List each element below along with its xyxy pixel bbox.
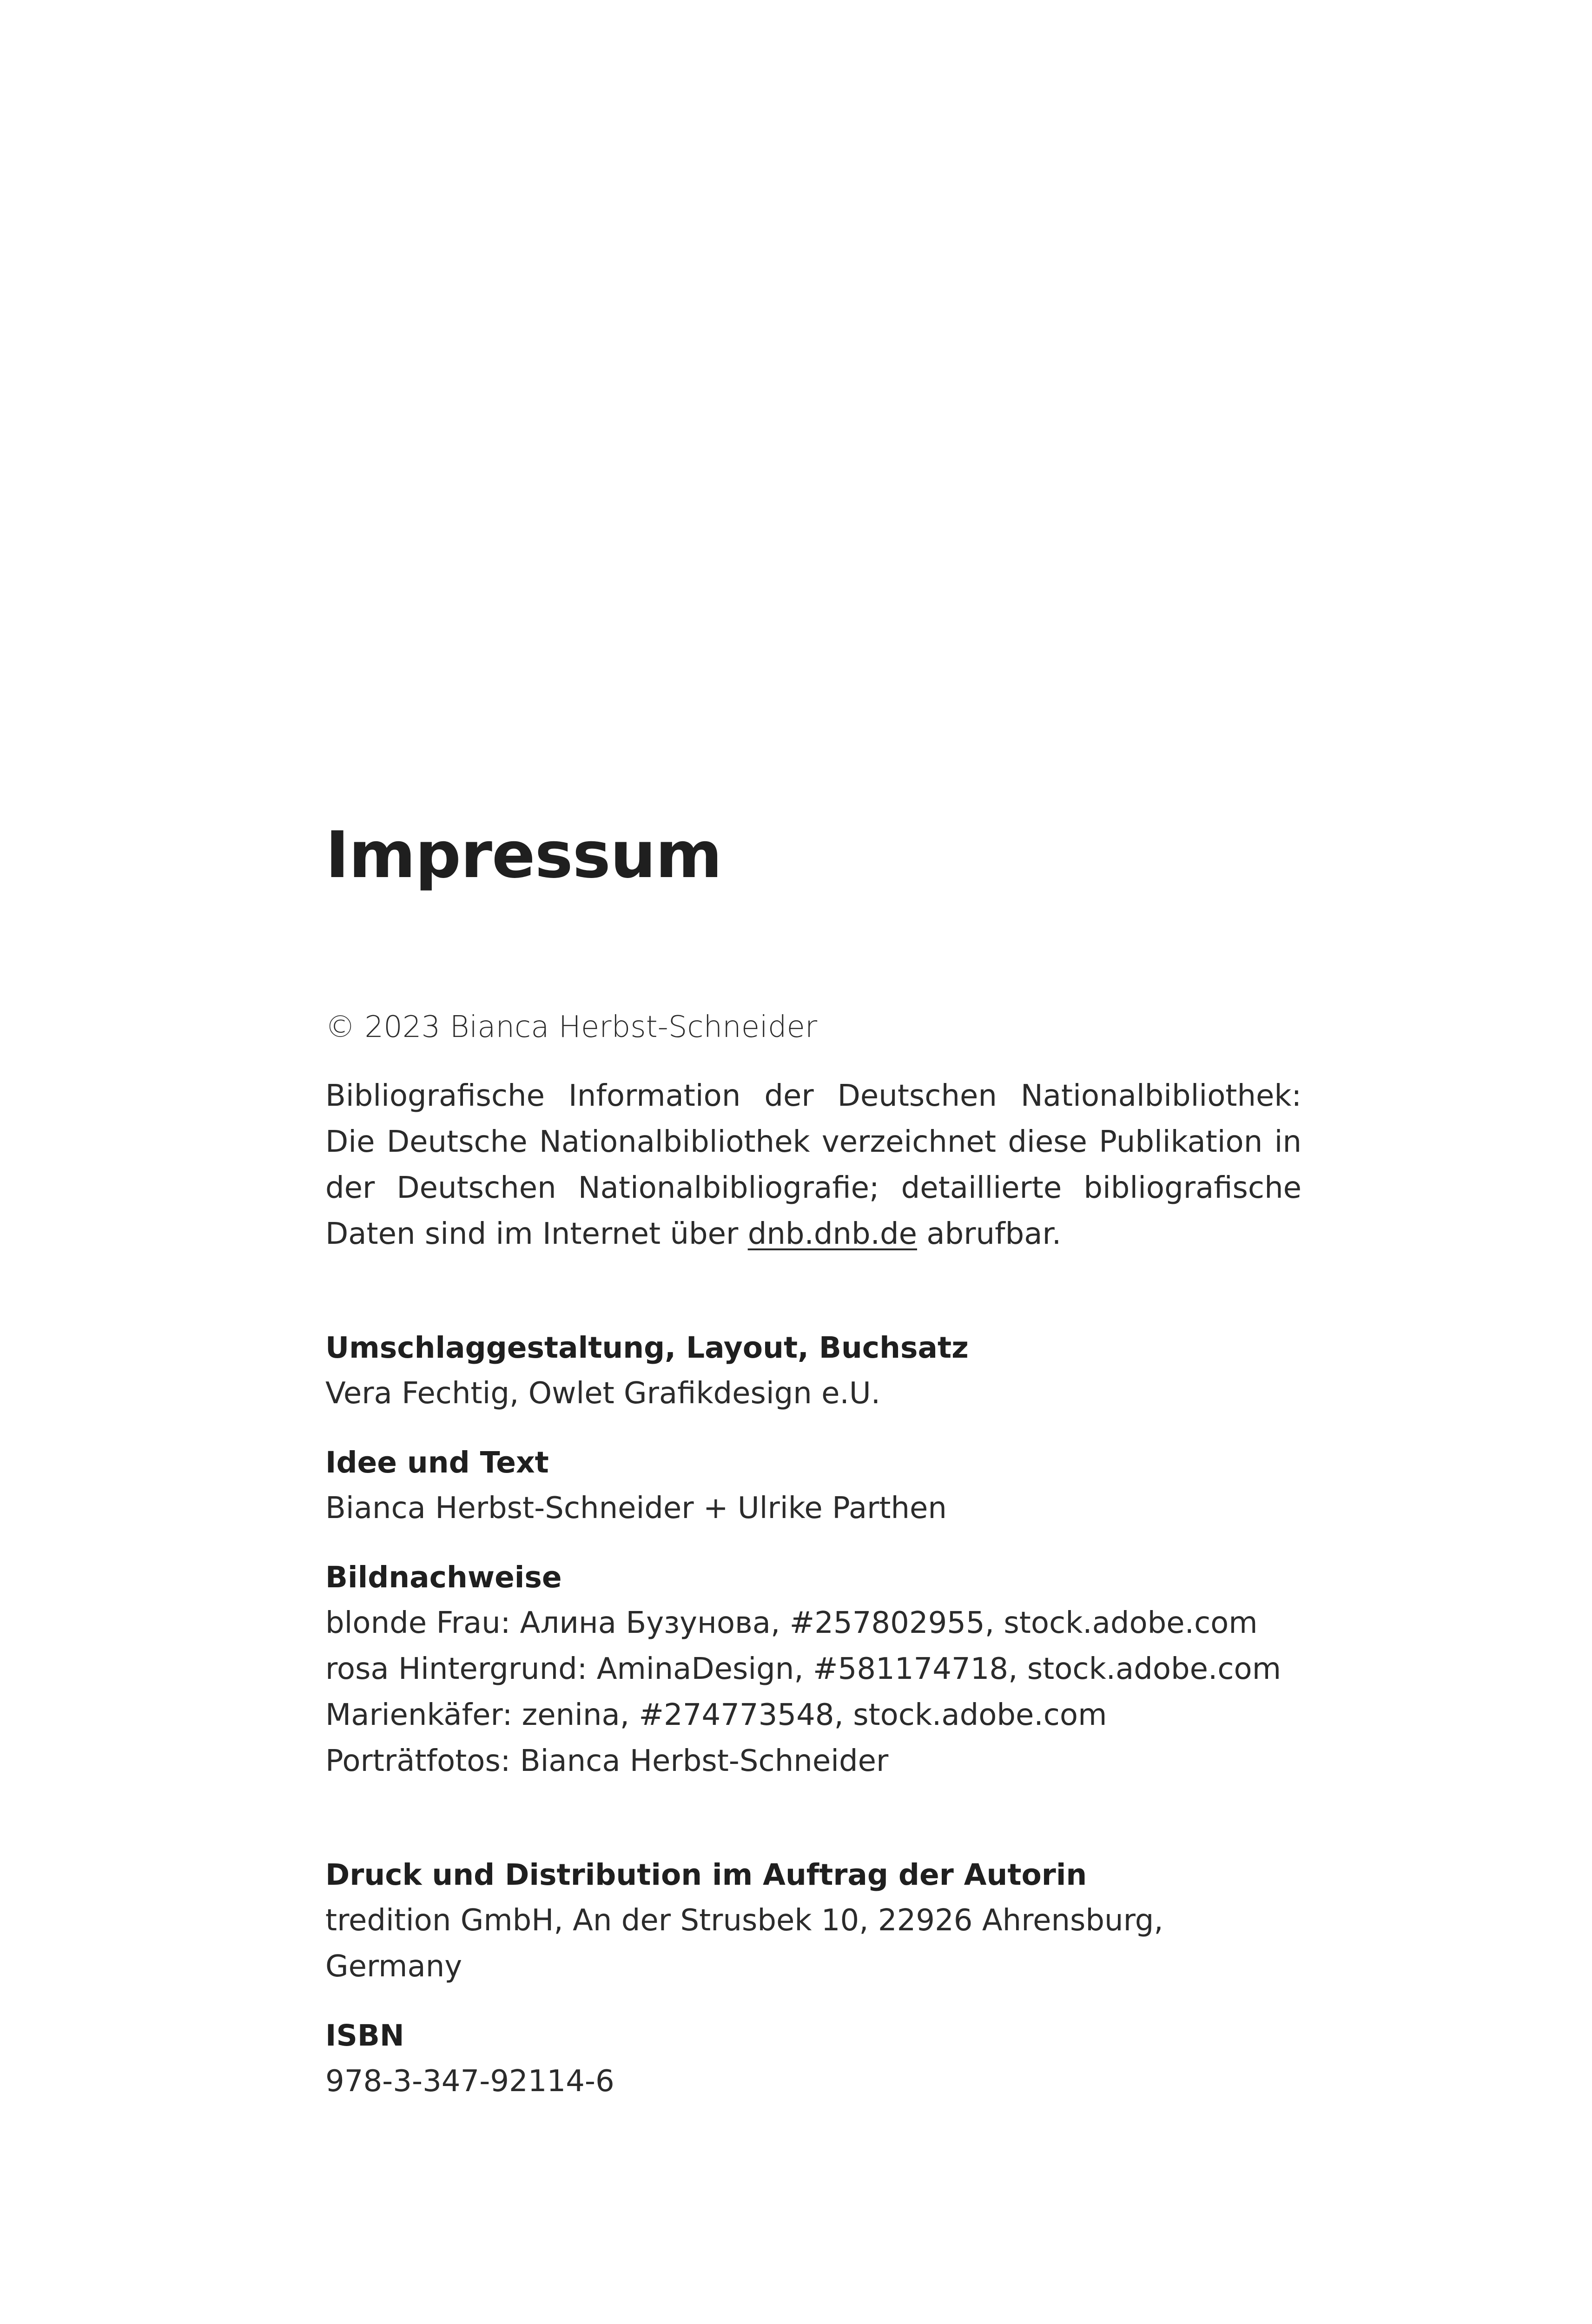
- credit-section-images: [325, 1554, 1301, 1784]
- bibliographic-info: [325, 1073, 1301, 1257]
- isbn-number: 978-3-347-92114-6: [325, 2064, 614, 2099]
- credit-line: Vera Fechtig, Owlet Grafikdesign e.U.: [325, 1376, 881, 1411]
- credit-section-isbn: [325, 2013, 1301, 2105]
- imprint-content: [325, 818, 1301, 2105]
- page-title: Impressum: [325, 818, 722, 892]
- credit-heading: Bildnachweise: [325, 1560, 562, 1594]
- credit-heading: Idee und Text: [325, 1446, 549, 1479]
- credit-heading: Druck und Distribution im Auftrag der Autorin: [325, 1858, 1087, 1892]
- credit-line: rosa Hintergrund: AminaDesign, #581174718, stock.adobe.com: [325, 1652, 1282, 1686]
- credit-line: Marienkäfer: zenina, #274773548, stock.adobe.com: [325, 1698, 1107, 1732]
- dnb-link[interactable]: dnb.dnb.de: [747, 1217, 917, 1251]
- credit-section-print: [325, 1852, 1301, 1990]
- credit-heading: Umschlaggestaltung, Layout, Buchsatz: [325, 1331, 969, 1365]
- credit-line: blonde Frau: Алина Бузунова, #257802955, stock.adobe.com: [325, 1606, 1258, 1640]
- bibliographic-text: Bibliografische Information der Deutschen Nationalbibliothek: Die Deutsche Nationalbibliothek verzeichnet diese Publikation in der Deutschen Nationalbibliografie; detaillierte bibliografische Daten sind im Internet über: [325, 1079, 1301, 1251]
- credit-line: Porträtfotos: Bianca Herbst-Schneider: [325, 1744, 889, 1778]
- bibliographic-text-end: abrufbar.: [917, 1217, 1062, 1251]
- credit-heading: ISBN: [325, 2019, 404, 2053]
- credit-line: Bianca Herbst-Schneider + Ulrike Parthen: [325, 1491, 947, 1525]
- credit-section-layout: [325, 1325, 1301, 1417]
- copyright-line: © 2023 Bianca Herbst-Schneider: [325, 1010, 818, 1044]
- credit-section-idea: [325, 1439, 1301, 1532]
- credit-line: tredition GmbH, An der Strusbek 10, 22926 Ahrensburg, Germany: [325, 1903, 1163, 1984]
